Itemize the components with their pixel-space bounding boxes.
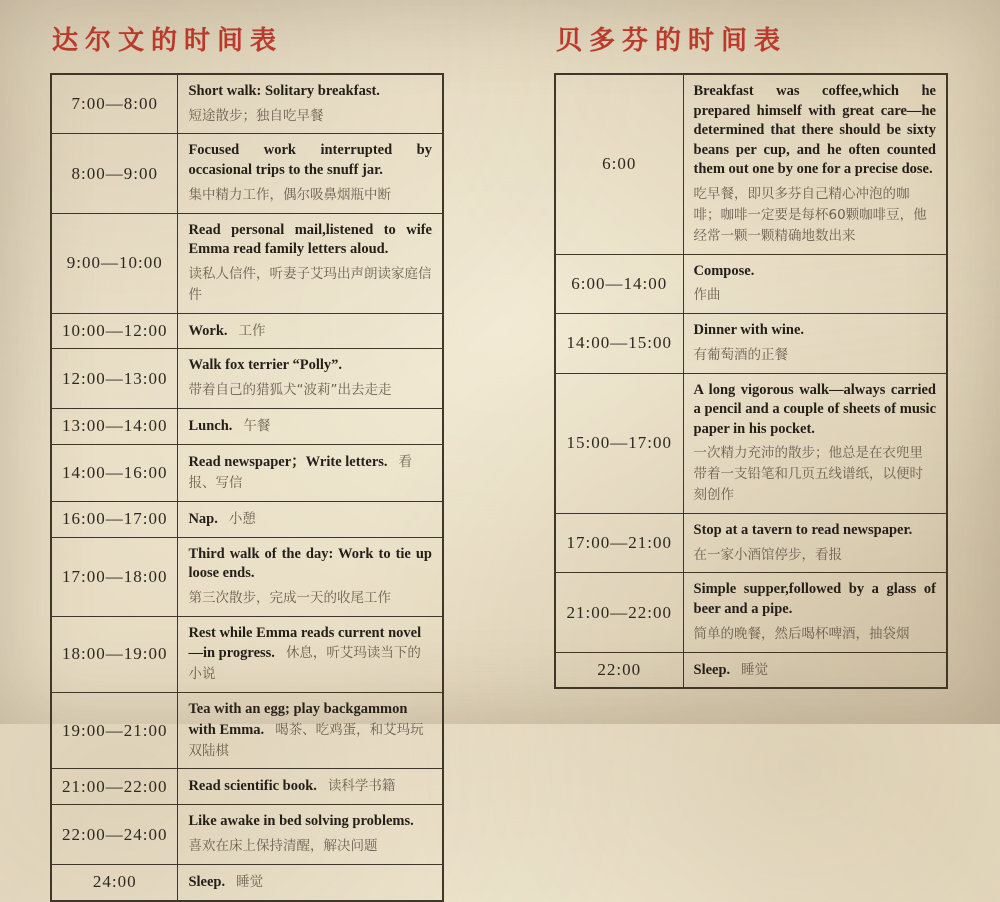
english-text: Stop at a tavern to read newspaper. [693,522,913,538]
description-cell [683,254,947,313]
chinese-text: 小憩 [228,510,256,527]
chinese-text: 睡觉 [236,873,264,890]
description-cell [178,74,443,134]
english-text: Sleep. [188,873,226,890]
description-cell [178,693,443,769]
chinese-text: 喜欢在床上保持清醒，解决问题 [188,837,378,854]
description-cell [683,74,947,254]
time-cell: 8:00—9:00 [51,134,178,213]
english-text: Like awake in bed solving problems. [188,813,414,830]
table-row [51,616,443,692]
time-cell: 21:00—22:00 [555,573,683,652]
time-cell: 13:00—14:00 [51,408,178,444]
chinese-text: 简单的晚餐，然后喝杯啤酒，抽袋烟 [693,625,910,642]
chinese-text: 看报、写信 [188,453,413,491]
chinese-text: 有葡萄酒的正餐 [693,346,788,363]
description-cell [683,314,947,373]
time-cell: 9:00—10:00 [51,213,178,313]
table-row [555,514,947,573]
english-text: Simple supper,followed by a glass of beer and a pipe. [693,581,936,618]
chinese-text: 读私人信件，听妻子艾玛出声朗读家庭信件 [188,265,432,303]
beethoven-page-title: 贝多芬的时间表 [556,26,788,56]
table-row [51,444,443,501]
time-cell: 22:00—24:00 [51,805,178,864]
table-row [555,573,947,652]
table-row [51,408,443,444]
english-text: Read newspaper；Write letters. [188,453,388,470]
description-cell [178,864,443,900]
time-cell: 21:00—22:00 [51,769,178,805]
description-cell [178,134,443,213]
description-cell [178,408,443,444]
description-cell [178,313,443,349]
description-cell [683,652,947,688]
table-row [51,805,443,864]
english-text: Lunch. [188,417,233,434]
english-text: Sleep. [693,661,731,678]
table-row [555,254,947,313]
chinese-text: 短途散步；独自吃早餐 [188,107,324,124]
english-text: Tea with an egg; play backgammon with Emma. [188,701,408,738]
time-cell: 14:00—15:00 [555,314,683,373]
description-cell [178,616,443,692]
english-text: Third walk of the day: Work to tie up loose ends. [188,545,432,582]
description-cell [178,805,443,864]
description-cell [683,573,947,652]
chinese-text: 在一家小酒馆停步，看报 [693,546,842,563]
table-row [51,769,443,805]
table-row [555,373,947,513]
time-cell: 15:00—17:00 [555,373,683,513]
description-cell [178,501,443,537]
table-row [51,537,443,616]
beethoven-schedule-table [554,73,948,689]
description-cell [178,769,443,805]
chinese-text: 吃早餐，即贝多芬自己精心冲泡的咖啡；咖啡一定要是每杯60颗咖啡豆，他经常一颗一颗精确地数出来 [693,185,927,244]
time-cell: 6:00 [555,74,683,254]
description-cell [178,213,443,313]
description-cell [683,373,947,513]
darwin-schedule-table [50,73,444,902]
chinese-text: 集中精力工作，偶尔吸鼻烟瓶中断 [188,186,391,203]
chinese-text: 读科学书籍 [327,778,396,795]
chinese-text: 带着自己的猎狐犬“波莉”出去走走 [188,381,392,398]
time-cell: 7:00—8:00 [51,74,178,134]
darwin-schedule-body [51,74,443,901]
time-cell: 16:00—17:00 [51,501,178,537]
description-cell [178,537,443,616]
table-row [51,693,443,769]
english-text: A long vigorous walk—always carried a pencil and a couple of sheets of music paper in his pocket. [693,381,936,437]
table-row [51,213,443,313]
description-cell [178,349,443,408]
chinese-text: 喝茶、吃鸡蛋，和艾玛玩双陆棋 [188,721,424,759]
table-row [51,313,443,349]
time-cell: 24:00 [51,864,178,900]
time-cell: 14:00—16:00 [51,444,178,501]
table-row [51,134,443,213]
chinese-text: 第三次散步，完成一天的收尾工作 [188,589,391,606]
chinese-text: 一次精力充沛的散步；他总是在衣兜里带着一支铅笔和几页五线谱纸，以便时刻创作 [693,445,923,504]
description-cell [178,444,443,501]
english-text: Work. [188,322,228,339]
description-cell [683,514,947,573]
english-text: Dinner with wine. [693,322,805,339]
table-row [51,501,443,537]
time-cell: 19:00—21:00 [51,693,178,769]
chinese-text: 休息，听艾玛读当下的小说 [188,645,421,683]
time-cell: 12:00—13:00 [51,349,178,408]
english-text: Nap. [188,510,218,527]
english-text: Compose. [693,262,755,279]
table-row [51,864,443,900]
chinese-text: 午餐 [243,417,271,434]
chinese-text: 工作 [238,322,266,339]
english-text: Walk fox terrier “Polly”. [188,357,343,374]
english-text: Read personal mail,listened to wife Emma read family letters aloud. [188,221,432,258]
time-cell: 6:00—14:00 [555,254,683,313]
english-text: Breakfast was coffee,which he prepared himself with great care—he determined that there should be sixty beans per cup, and he often counted them out one by one for a precise dose. [693,83,936,178]
english-text: Read scientific book. [188,778,317,795]
chinese-text: 睡觉 [741,661,769,678]
table-row [555,74,947,254]
darwin-schedule-panel [50,12,444,902]
table-row [51,74,443,134]
table-row [555,652,947,688]
english-text: Rest while Emma reads current novel—in progress. [188,624,422,662]
time-cell: 17:00—18:00 [51,537,178,616]
beethoven-schedule-panel [554,12,948,689]
time-cell: 17:00—21:00 [555,514,683,573]
time-cell: 22:00 [555,652,683,688]
time-cell: 10:00—12:00 [51,313,178,349]
english-text: Focused work interrupted by occasional trips to the snuff jar. [188,142,432,179]
darwin-page-title: 达尔文的时间表 [52,26,284,56]
table-row [555,314,947,373]
chinese-text: 作曲 [693,287,721,304]
table-row [51,349,443,408]
time-cell: 18:00—19:00 [51,616,178,692]
beethoven-schedule-body [555,74,947,688]
english-text: Short walk: Solitary breakfast. [188,83,380,99]
